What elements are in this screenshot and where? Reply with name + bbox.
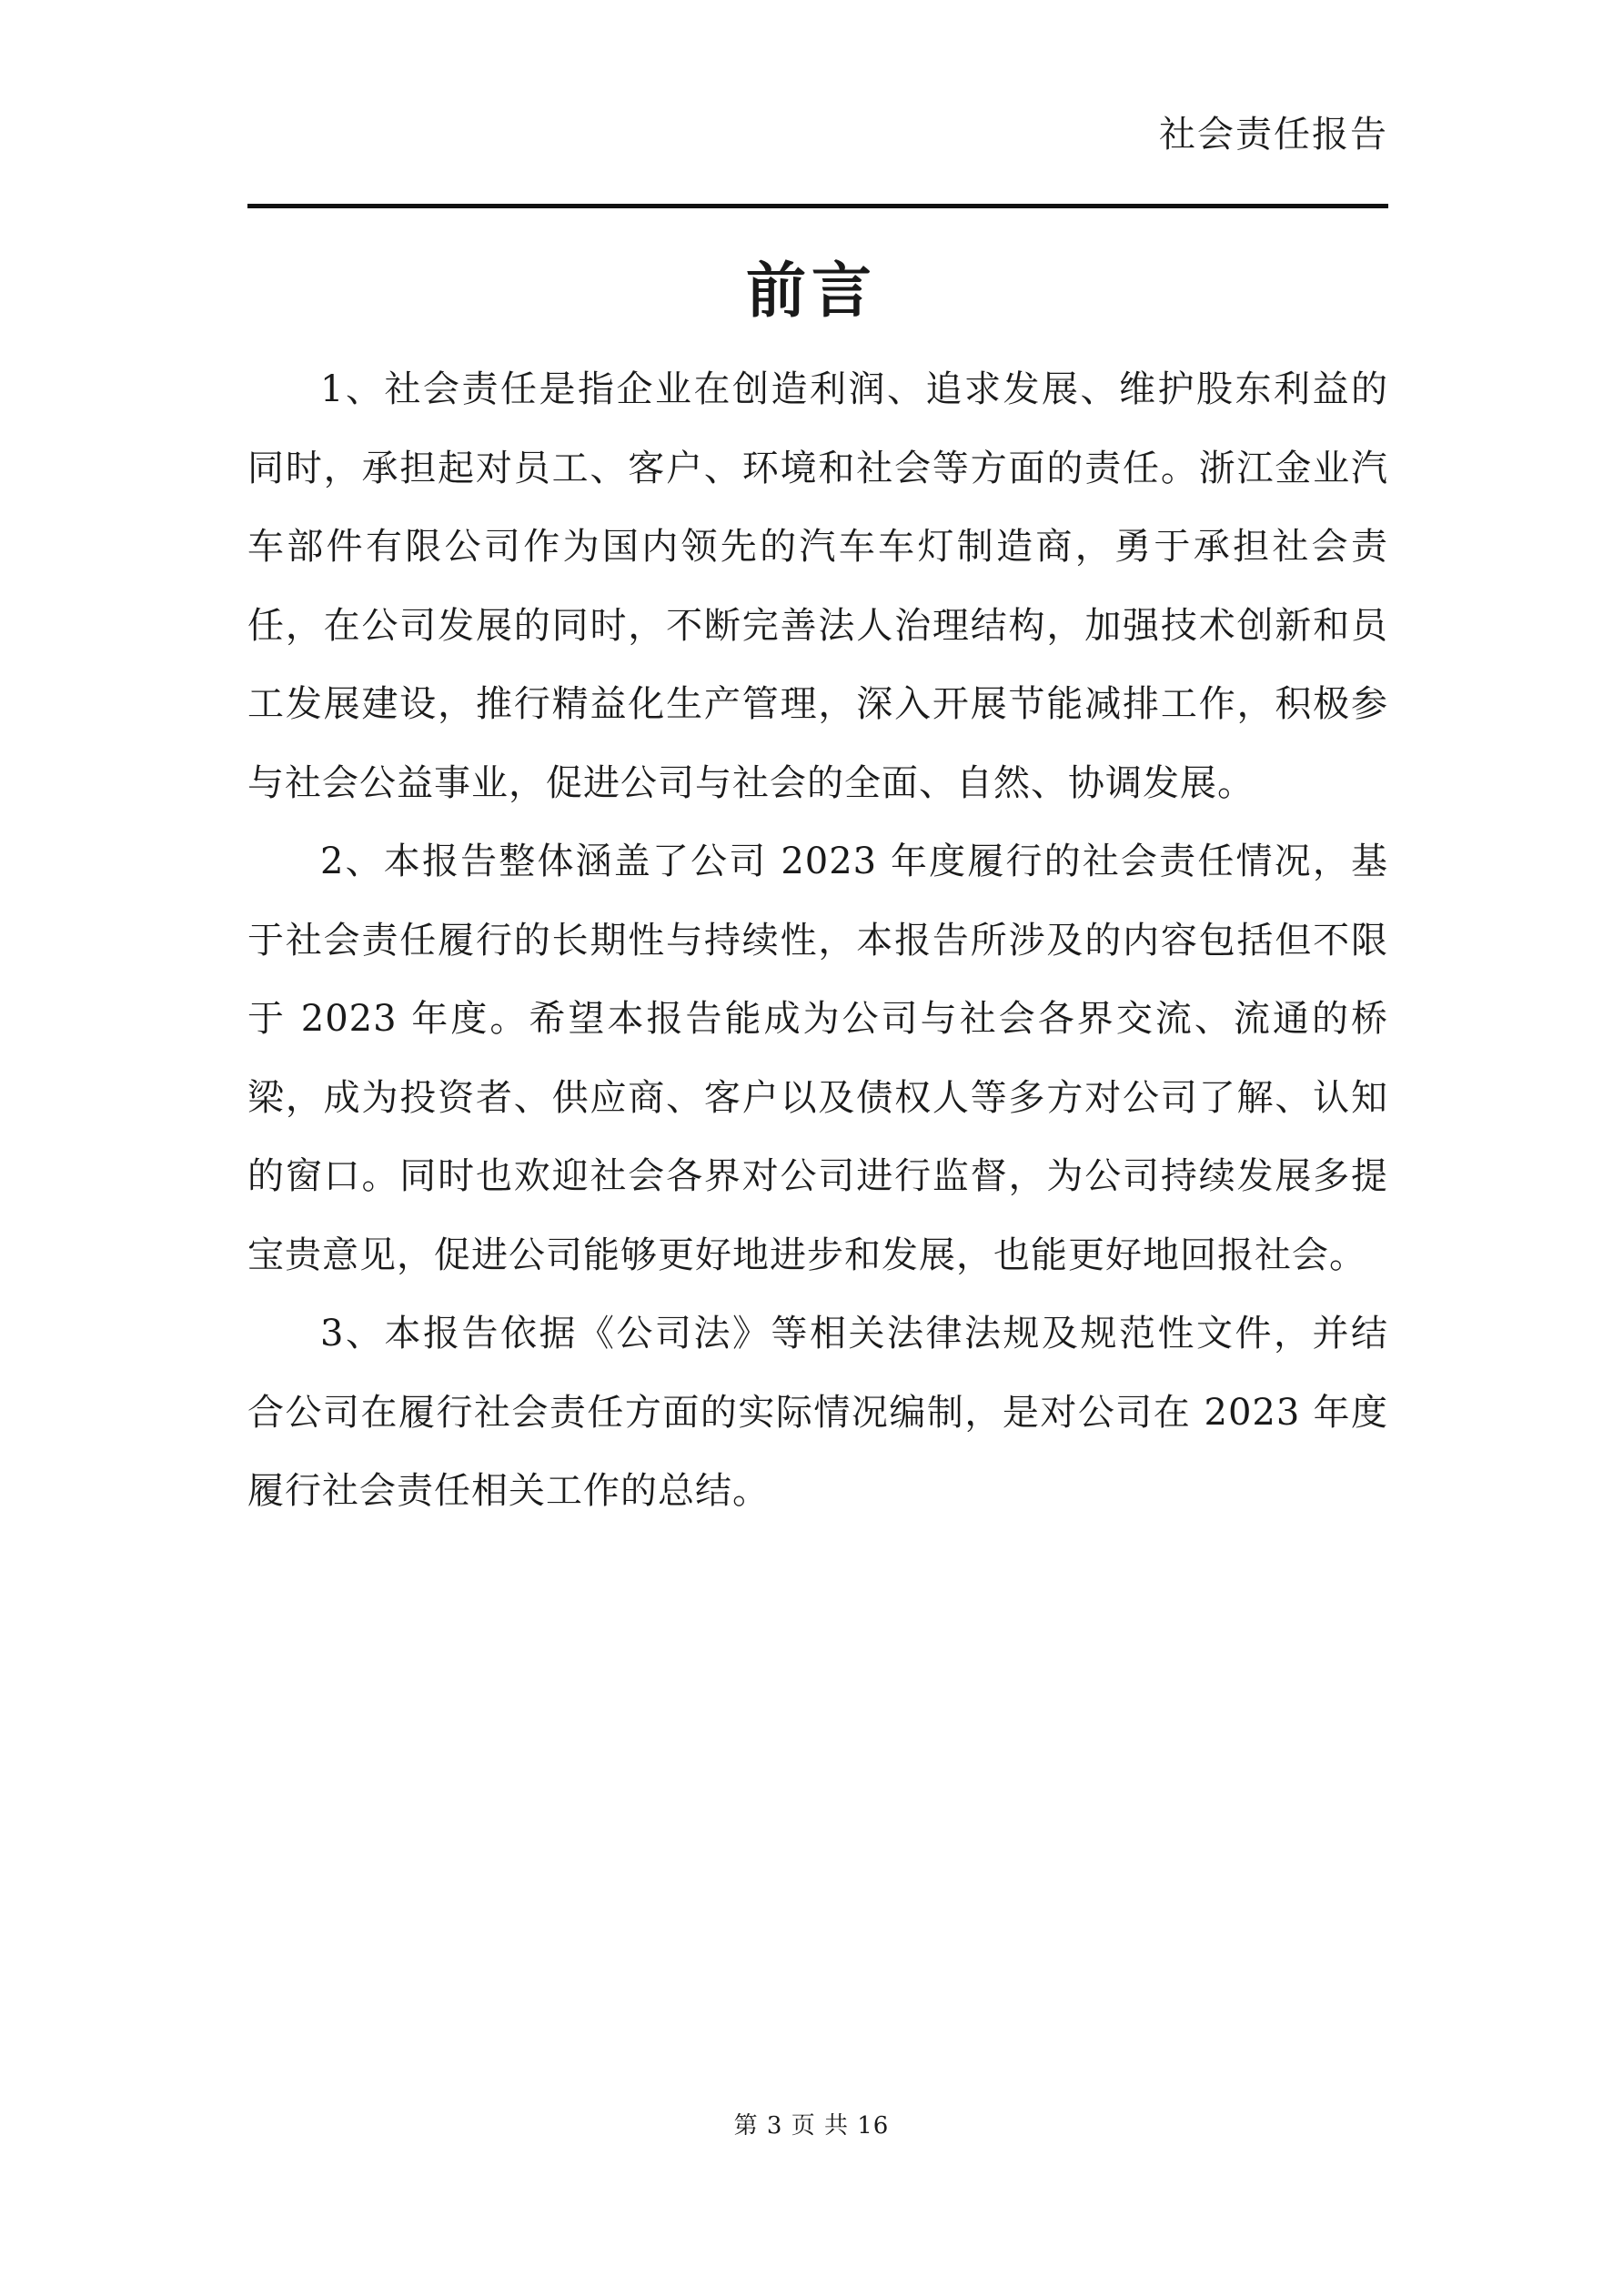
body-text (247, 350, 1388, 1531)
running-header: 社会责任报告 (1159, 114, 1388, 156)
paragraph-2: 2、本报告整体涵盖了公司 2023 年度履行的社会责任情况，基于社会责任履行的长期性与持续性，本报告所涉及的内容包括但不限于 2023 年度。希望本报告能成为公司与社会各界交流、流通的桥梁，成为投资者、供应商、客户以及债权人等多方对公司了解、认知的窗口。同时也欢迎社会各界对公司进行监督，为公司持续发展多提宝贵意见，促进公司能够更好地进步和发展，也能更好地回报社会。 (247, 841, 1388, 1276)
header-divider (247, 204, 1388, 208)
paragraph-3: 3、本报告依据《公司法》等相关法律法规及规范性文件，并结合公司在履行社会责任方面的实际情况编制，是对公司在 2023 年度履行社会责任相关工作的总结。 (247, 1313, 1388, 1512)
paragraph-1: 1、社会责任是指企业在创造利润、追求发展、维护股东利益的同时，承担起对员工、客户、环境和社会等方面的责任。浙江金业汽车部件有限公司作为国内领先的汽车车灯制造商，勇于承担社会责任，在公司发展的同时，不断完善法人治理结构，加强技术创新和员工发展建设，推行精益化生产管理，深入开展节能减排工作，积极参与社会公益事业，促进公司与社会的全面、自然、协调发展。 (247, 368, 1388, 804)
page-title: 前言 (746, 256, 877, 327)
page-number: 第 3 页 共 16 (733, 2112, 890, 2140)
